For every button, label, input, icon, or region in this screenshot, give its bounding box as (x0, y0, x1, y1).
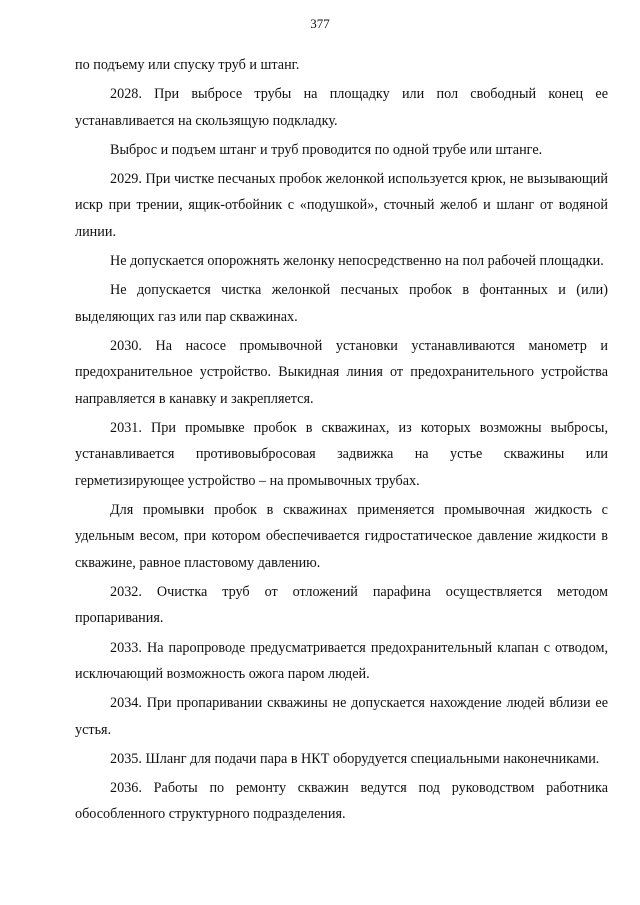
paragraph: 2035. Шланг для подачи пара в НКТ оборудуется специальными наконечниками. (110, 750, 600, 767)
paragraph: по подъему или спуску труб и штанг. (75, 57, 300, 73)
paragraph: 2036. Работы по ремонту скважин ведутся под руководством работника обособленного структурного подразделения. (75, 779, 608, 823)
paragraph: 2034. При пропаривании скважины не допускается нахождение людей вблизи ее устья. (75, 695, 608, 738)
paragraph: 2031. При промывке пробок в скважинах, из которых возможны выбросы, устанавливается противовыбросовая задвижка на устье скважины или герметизирующее устройство – на промывочных трубах. (75, 419, 608, 489)
body-text (75, 52, 608, 831)
page-number: 377 (310, 16, 330, 31)
paragraph: Выброс и подъем штанг и труб проводится по одной трубе или штанге. (110, 141, 543, 158)
paragraph: Не допускается чистка желонкой песчаных пробок в фонтанных и (или) выделяющих газ или пар скважинах. (75, 282, 608, 325)
paragraph: 2033. На паропроводе предусматривается предохранительный клапан с отводом, исключающий возможность ожога паром людей. (75, 639, 608, 682)
paragraph: 2029. При чистке песчаных пробок желонкой используется крюк, не вызывающий искр при трении, ящик-отбойник с «подушкой», сточный желоб и шланг от водяной линии. (75, 171, 608, 240)
paragraph: Для промывки пробок в скважинах применяется промывочная жидкость с удельным весом, при котором обеспечивается гидростатическое давление жидкости в скважине, равное пластовому давлению. (75, 501, 608, 571)
paragraph: 2030. На насосе промывочной установки устанавливаются манометр и предохранительное устройство. Выкидная линия от предохранительного устройства направляется в канавку и закрепляется. (75, 337, 608, 407)
paragraph: Не допускается опорожнять желонку непосредственно на пол рабочей площадки. (110, 253, 604, 270)
paragraph: 2028. При выбросе трубы на площадку или пол свободный конец ее устанавливается на скользящую подкладку. (75, 86, 608, 129)
paragraph: 2032. Очистка труб от отложений парафина осуществляется методом пропаривания. (75, 583, 608, 627)
